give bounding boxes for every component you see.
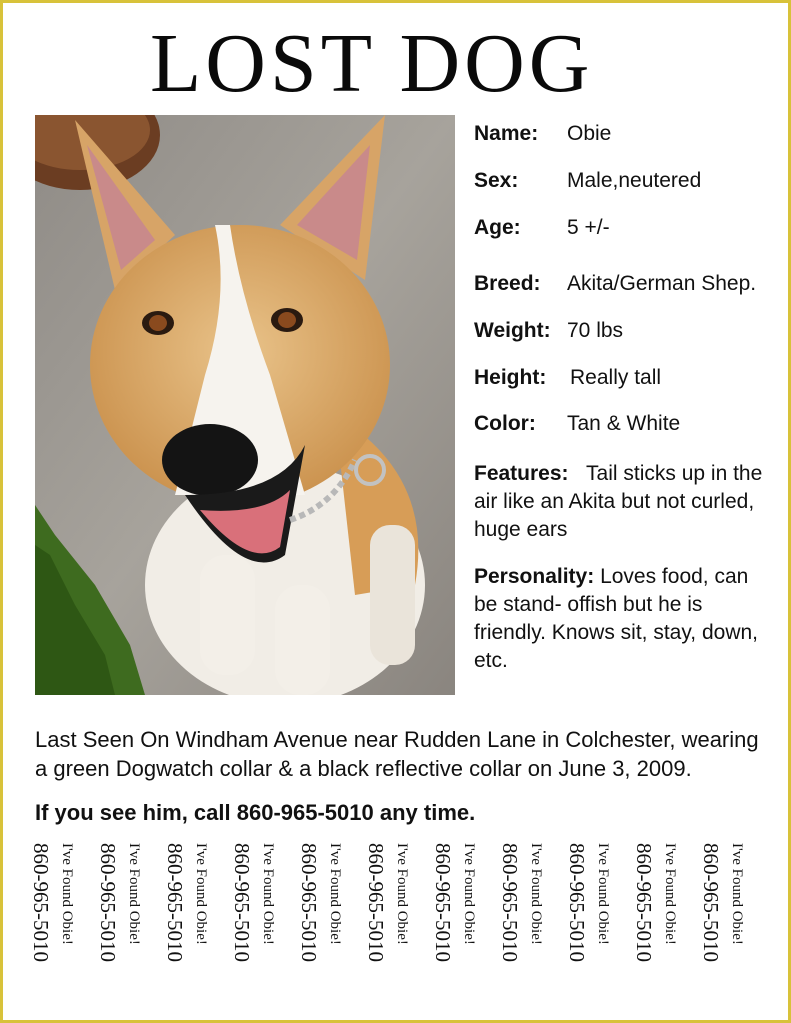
- tab-found-text: I've Found Obie!: [595, 843, 611, 945]
- tab-found-text: I've Found Obie!: [394, 843, 410, 945]
- tab-phone: 860-965-5010: [163, 843, 187, 962]
- tear-tab[interactable]: [698, 843, 762, 988]
- poster-title: LOST DOG: [150, 17, 594, 110]
- tab-phone: 860-965-5010: [431, 843, 455, 962]
- tab-phone: 860-965-5010: [699, 843, 723, 962]
- tab-found-text: I've Found Obie!: [327, 843, 343, 945]
- tab-phone: 860-965-5010: [364, 843, 388, 962]
- tear-tab[interactable]: [162, 843, 226, 988]
- last-seen-text: Last Seen On Windham Avenue near Rudden Lane in Colchester, wearing a green Dogwatch collar & a black reflective collar on June 3, 2009.: [35, 727, 759, 781]
- tear-tab[interactable]: [497, 843, 561, 988]
- tab-found-text: I've Found Obie!: [193, 843, 209, 945]
- tab-phone: 860-965-5010: [96, 843, 120, 962]
- tab-phone: 860-965-5010: [297, 843, 321, 962]
- tear-tab[interactable]: [229, 843, 293, 988]
- tab-phone: 860-965-5010: [498, 843, 522, 962]
- detail-personality: Personality: Loves food, can be stand- offish but he is friendly. Knows sit, stay, down, etc.: [474, 565, 759, 672]
- tear-tab[interactable]: [296, 843, 360, 988]
- tear-tab[interactable]: [631, 843, 695, 988]
- tear-tab[interactable]: [363, 843, 427, 988]
- tab-found-text: I've Found Obie!: [662, 843, 678, 945]
- tear-tab[interactable]: [95, 843, 159, 988]
- tear-tab[interactable]: [430, 843, 494, 988]
- tab-phone: 860-965-5010: [230, 843, 254, 962]
- tab-found-text: I've Found Obie!: [260, 843, 276, 945]
- dog-photo: [35, 115, 455, 695]
- tab-phone: 860-965-5010: [632, 843, 656, 962]
- call-to-action: If you see him, call 860-965-5010 any time.: [35, 800, 476, 825]
- tear-tab[interactable]: [564, 843, 628, 988]
- tab-found-text: I've Found Obie!: [528, 843, 544, 945]
- tab-phone: 860-965-5010: [565, 843, 589, 962]
- tear-tab[interactable]: [28, 843, 92, 988]
- tab-found-text: I've Found Obie!: [126, 843, 142, 945]
- tab-found-text: I've Found Obie!: [729, 843, 745, 945]
- detail-features: Features: Tail sticks up in the air like an Akita but not curled, huge ears: [474, 462, 763, 541]
- tab-found-text: I've Found Obie!: [59, 843, 75, 945]
- tab-phone: 860-965-5010: [29, 843, 53, 962]
- tab-found-text: I've Found Obie!: [461, 843, 477, 945]
- tear-off-tabs: [28, 843, 763, 988]
